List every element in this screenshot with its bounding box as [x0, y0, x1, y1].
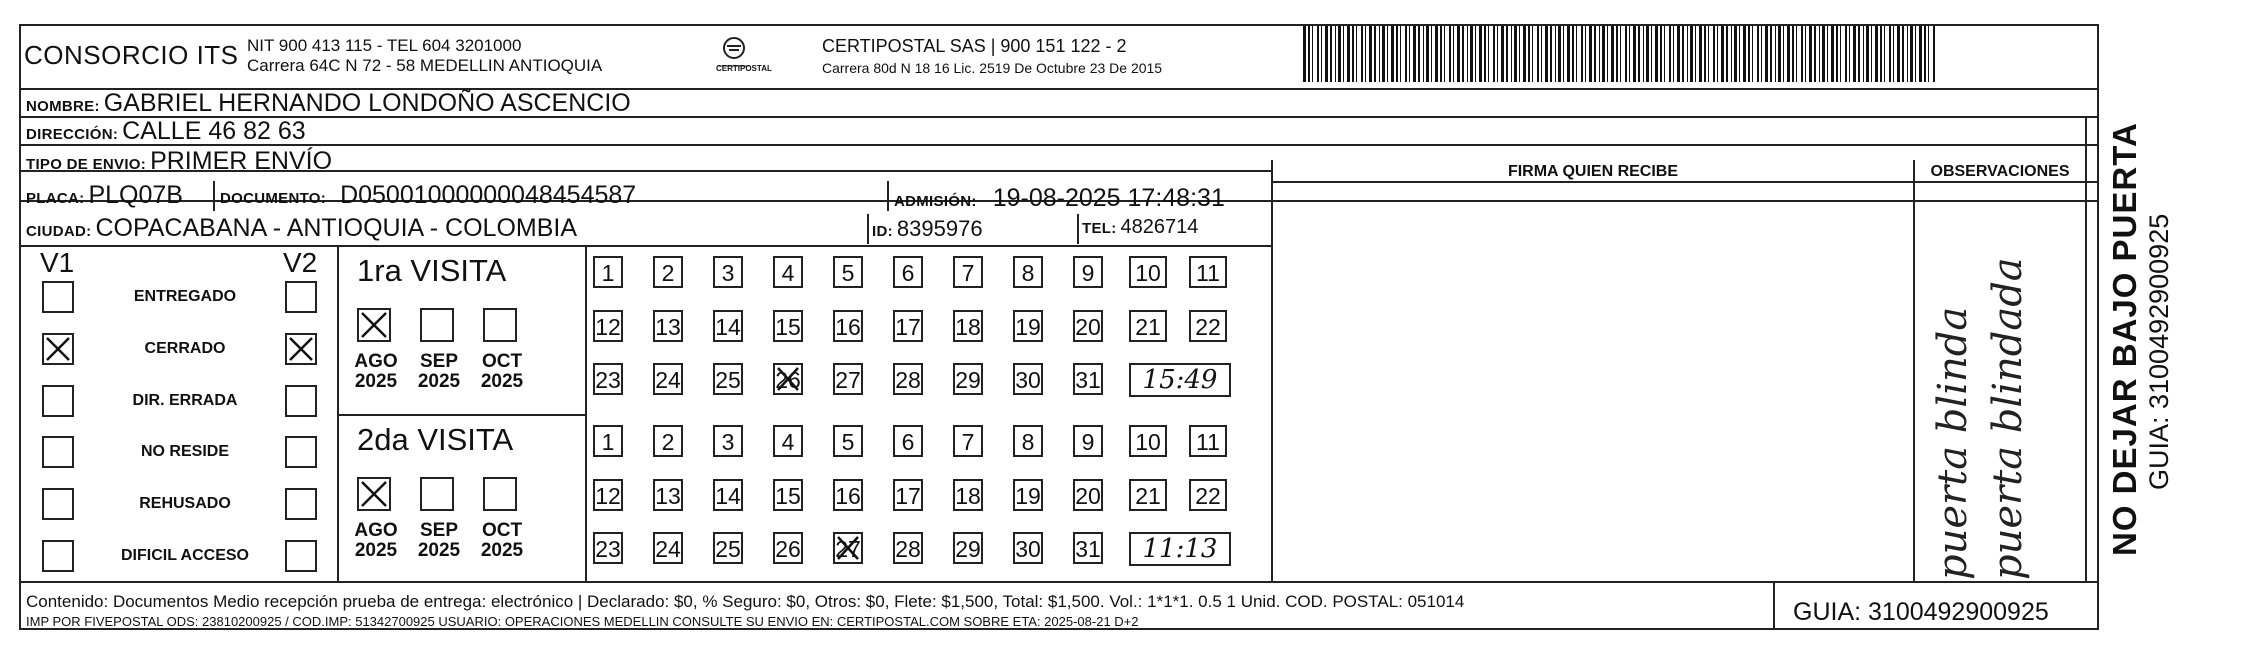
day-box[interactable] — [1013, 479, 1043, 511]
nombre-label: NOMBRE: — [26, 98, 100, 115]
visit-title: 1ra VISITA — [357, 253, 507, 288]
day-number: 12 — [595, 483, 621, 509]
barcode — [1303, 26, 1939, 82]
id-value: 8395976 — [896, 216, 983, 241]
day-box[interactable] — [1013, 425, 1043, 457]
day-number: 24 — [655, 536, 681, 562]
ciudad-value: COPACABANA - ANTIOQUIA - COLOMBIA — [95, 214, 578, 242]
day-box[interactable] — [593, 479, 623, 511]
day-box[interactable] — [593, 363, 623, 395]
month-year: 2025 — [417, 371, 461, 392]
day-box[interactable] — [953, 532, 983, 564]
month-label: AGO — [354, 520, 398, 541]
day-box[interactable] — [713, 532, 743, 564]
documento-value: D05001000000048454587 — [340, 181, 637, 209]
day-box[interactable] — [1073, 479, 1103, 511]
day-number: 23 — [595, 367, 621, 393]
day-box[interactable] — [1073, 532, 1103, 564]
footer-content: Contenido: Documentos Medio recepción prueba de entrega: electrónico | Declarado: $0, % Seguro: $0, Otros: $0, Flete: $1,500, Total: $1,500. Vol.: 1*1*1. 0.5 1 Unid. COD. POSTAL: 051014 — [26, 592, 1465, 611]
day-box[interactable] — [593, 425, 623, 457]
month-label: OCT — [481, 520, 523, 541]
day-number: 5 — [841, 429, 855, 455]
day-number: 16 — [835, 483, 861, 509]
month-label: AGO — [354, 351, 398, 372]
day-box[interactable] — [653, 532, 683, 564]
month-year: 2025 — [480, 540, 524, 561]
day-number: 12 — [595, 314, 621, 340]
day-box[interactable] — [773, 310, 803, 342]
month-checkbox[interactable] — [483, 477, 517, 511]
direccion-value: CALLE 46 82 63 — [122, 117, 306, 145]
id-row — [872, 216, 983, 242]
day-box[interactable] — [833, 425, 863, 457]
day-number: 27 — [835, 536, 861, 562]
day-box[interactable] — [1073, 363, 1103, 395]
company-nit: NIT 900 413 115 - TEL 604 3201000 — [247, 36, 522, 55]
status-v1-checkbox[interactable] — [42, 333, 74, 365]
day-number: 6 — [901, 429, 915, 455]
month-label: SEP — [419, 351, 459, 372]
day-box[interactable] — [893, 256, 923, 288]
footer-guia: GUIA: 3100492900925 — [1793, 598, 2049, 626]
day-number: 17 — [895, 314, 921, 340]
day-number: 18 — [955, 483, 981, 509]
day-box[interactable] — [773, 256, 803, 288]
day-number: 20 — [1075, 483, 1101, 509]
day-box[interactable] — [1189, 479, 1227, 511]
day-number: 3 — [721, 429, 735, 455]
courier-address: Carrera 80d N 18 16 Lic. 2519 De Octubre 23 De 2015 — [822, 60, 1163, 76]
day-box[interactable] — [833, 532, 863, 564]
day-box[interactable] — [593, 310, 623, 342]
day-box[interactable] — [893, 310, 923, 342]
month-checkbox[interactable] — [483, 308, 517, 342]
day-number: 2 — [661, 429, 675, 455]
day-number: 8 — [1021, 260, 1035, 286]
day-box[interactable] — [1129, 256, 1167, 288]
day-box[interactable] — [593, 256, 623, 288]
status-v2-checkbox[interactable] — [285, 436, 317, 468]
status-label: ENTREGADO — [133, 288, 237, 305]
nombre-row — [26, 89, 631, 118]
day-number: 10 — [1135, 260, 1161, 286]
placa-value: PLQ07B — [88, 181, 183, 209]
placa-row — [26, 181, 183, 210]
status-v2-checkbox[interactable] — [285, 385, 317, 417]
tel-row — [1082, 216, 1198, 239]
day-number: 8 — [1021, 429, 1035, 455]
day-number: 7 — [961, 429, 975, 455]
day-number: 26 — [775, 536, 801, 562]
v2-header: V2 — [283, 247, 318, 278]
month-year: 2025 — [354, 371, 398, 392]
observaciones-header: OBSERVACIONES — [1930, 163, 2070, 180]
day-number: 17 — [895, 483, 921, 509]
status-v1-checkbox[interactable] — [42, 488, 74, 520]
month-checkbox[interactable] — [420, 308, 454, 342]
day-box[interactable] — [1189, 425, 1227, 457]
status-v2-checkbox[interactable] — [285, 540, 317, 572]
status-v1-checkbox[interactable] — [42, 540, 74, 572]
day-box[interactable] — [1129, 310, 1167, 342]
day-number: 22 — [1195, 314, 1221, 340]
footer-print-info: IMP POR FIVEPOSTAL ODS: 23810200925 / COD.IMP: 51342700925 USUARIO: OPERACIONES MEDELLIN CONSULTE SU ENVIO EN: CERTIPOSTAL.COM SOBRE ETA: 2025-08-21 D+2 — [26, 614, 1139, 629]
day-number: 11 — [1196, 429, 1220, 455]
day-box[interactable] — [893, 532, 923, 564]
day-number: 18 — [955, 314, 981, 340]
day-box[interactable] — [1013, 363, 1043, 395]
day-number: 15 — [775, 314, 801, 340]
day-box[interactable] — [1013, 310, 1043, 342]
status-v1-checkbox[interactable] — [42, 385, 74, 417]
firma-header: FIRMA QUIEN RECIBE — [1507, 163, 1679, 180]
day-box[interactable] — [953, 479, 983, 511]
day-number: 16 — [835, 314, 861, 340]
tipo-envio-row — [26, 147, 332, 176]
status-v2-checkbox[interactable] — [285, 333, 317, 365]
day-number: 19 — [1015, 483, 1041, 509]
day-box[interactable] — [773, 363, 803, 395]
direccion-row — [26, 117, 306, 146]
day-number: 13 — [655, 483, 681, 509]
day-box[interactable] — [893, 479, 923, 511]
side-warning: NO DEJAR BAJO PUERTA — [2106, 122, 2143, 556]
handwritten-note-1: puerta blinda — [1930, 306, 1976, 580]
month-label: SEP — [419, 520, 459, 541]
status-label: NO RESIDE — [140, 443, 229, 460]
tel-label: TEL: — [1082, 220, 1117, 237]
id-label: ID: — [872, 223, 893, 240]
day-box[interactable] — [1129, 479, 1167, 511]
day-number: 20 — [1075, 314, 1101, 340]
day-box[interactable] — [833, 310, 863, 342]
company-address: Carrera 64C N 72 - 58 MEDELLIN ANTIOQUIA — [247, 56, 603, 75]
month-checkbox[interactable] — [357, 308, 391, 342]
day-box[interactable] — [953, 256, 983, 288]
day-box[interactable] — [1189, 310, 1227, 342]
day-number: 31 — [1075, 367, 1101, 393]
admision-label: ADMISIÓN: — [894, 193, 977, 210]
day-number: 29 — [955, 367, 981, 393]
day-number: 19 — [1015, 314, 1041, 340]
day-number: 9 — [1081, 260, 1095, 286]
day-box[interactable] — [713, 363, 743, 395]
day-box[interactable] — [653, 425, 683, 457]
v1-header: V1 — [40, 247, 75, 278]
documento-label: DOCUMENTO: — [220, 190, 327, 207]
day-box[interactable] — [713, 479, 743, 511]
day-box[interactable] — [1013, 532, 1043, 564]
day-box[interactable] — [773, 425, 803, 457]
day-number: 15 — [775, 483, 801, 509]
day-box[interactable] — [1073, 256, 1103, 288]
placa-label: PLACA: — [26, 190, 85, 207]
day-number: 14 — [715, 483, 741, 509]
day-box[interactable] — [653, 363, 683, 395]
day-number: 26 — [775, 367, 801, 393]
day-number: 4 — [781, 260, 795, 286]
day-number: 30 — [1015, 367, 1041, 393]
ciudad-row — [26, 214, 577, 243]
courier-name: CERTIPOSTAL SAS | 900 151 122 - 2 — [822, 36, 1127, 56]
day-box[interactable] — [953, 363, 983, 395]
tipo-envio-label: TIPO DE ENVIO: — [26, 156, 147, 173]
day-number: 27 — [835, 367, 861, 393]
side-guia: GUIA: 3100492900925 — [2144, 213, 2174, 490]
day-number: 28 — [895, 367, 921, 393]
day-number: 29 — [955, 536, 981, 562]
day-number: 21 — [1135, 314, 1161, 340]
admision-value: 19-08-2025 17:48:31 — [992, 184, 1225, 212]
day-box[interactable] — [1073, 310, 1103, 342]
day-number: 28 — [895, 536, 921, 562]
month-checkbox[interactable] — [420, 477, 454, 511]
status-label: DIR. ERRADA — [132, 392, 238, 409]
day-box[interactable] — [1073, 425, 1103, 457]
documento-row — [220, 181, 636, 210]
day-box[interactable] — [953, 425, 983, 457]
month-label: OCT — [481, 351, 523, 372]
status-label: REHUSADO — [139, 495, 231, 512]
day-number: 22 — [1195, 483, 1221, 509]
status-v2-checkbox[interactable] — [285, 281, 317, 313]
day-box[interactable] — [713, 425, 743, 457]
day-number: 24 — [655, 367, 681, 393]
day-number: 21 — [1135, 483, 1161, 509]
month-year: 2025 — [417, 540, 461, 561]
status-label: CERRADO — [144, 340, 226, 357]
day-box[interactable] — [893, 425, 923, 457]
day-box[interactable] — [1189, 256, 1227, 288]
ciudad-label: CIUDAD: — [26, 223, 92, 240]
day-box[interactable] — [833, 363, 863, 395]
day-number: 4 — [781, 429, 795, 455]
status-label: DIFICIL ACCESO — [120, 547, 249, 564]
day-number: 1 — [601, 260, 615, 286]
day-number: 6 — [901, 260, 915, 286]
day-box[interactable] — [713, 256, 743, 288]
day-number: 10 — [1135, 429, 1161, 455]
day-number: 7 — [961, 260, 975, 286]
day-number: 5 — [841, 260, 855, 286]
handwritten-note-2: puerta blindada — [1985, 257, 2031, 580]
day-number: 25 — [715, 367, 741, 393]
day-box[interactable] — [653, 479, 683, 511]
day-number: 14 — [715, 314, 741, 340]
logo-text: CERTIPOSTAL — [716, 64, 772, 73]
nombre-value: GABRIEL HERNANDO LONDOÑO ASCENCIO — [103, 89, 631, 117]
status-v1-checkbox[interactable] — [42, 281, 74, 313]
day-number: 13 — [655, 314, 681, 340]
day-box[interactable] — [953, 310, 983, 342]
admision-row — [894, 184, 1225, 213]
day-box[interactable] — [1013, 256, 1043, 288]
visit-time: 11:13 — [1129, 532, 1231, 566]
day-number: 23 — [595, 536, 621, 562]
status-v1-checkbox[interactable] — [42, 436, 74, 468]
direccion-label: DIRECCIÓN: — [26, 126, 119, 143]
month-checkbox[interactable] — [357, 477, 391, 511]
day-number: 11 — [1196, 260, 1220, 286]
day-box[interactable] — [653, 256, 683, 288]
tel-value: 4826714 — [1120, 216, 1199, 238]
day-box[interactable] — [773, 479, 803, 511]
visit-title: 2da VISITA — [357, 422, 514, 457]
day-number: 1 — [601, 429, 615, 455]
day-number: 2 — [661, 260, 675, 286]
day-number: 9 — [1081, 429, 1095, 455]
day-number: 3 — [721, 260, 735, 286]
month-year: 2025 — [354, 540, 398, 561]
status-v2-checkbox[interactable] — [285, 488, 317, 520]
month-year: 2025 — [480, 371, 524, 392]
day-box[interactable] — [893, 363, 923, 395]
day-box[interactable] — [713, 310, 743, 342]
day-box[interactable] — [1129, 425, 1167, 457]
day-number: 30 — [1015, 536, 1041, 562]
day-number: 31 — [1075, 536, 1101, 562]
company-name: CONSORCIO ITS — [24, 40, 239, 70]
day-box[interactable] — [833, 479, 863, 511]
day-box[interactable] — [833, 256, 863, 288]
visit-time: 15:49 — [1129, 363, 1231, 397]
tipo-envio-value: PRIMER ENVÍO — [150, 147, 333, 175]
day-box[interactable] — [653, 310, 683, 342]
day-box[interactable] — [593, 532, 623, 564]
day-box[interactable] — [773, 532, 803, 564]
day-number: 25 — [715, 536, 741, 562]
